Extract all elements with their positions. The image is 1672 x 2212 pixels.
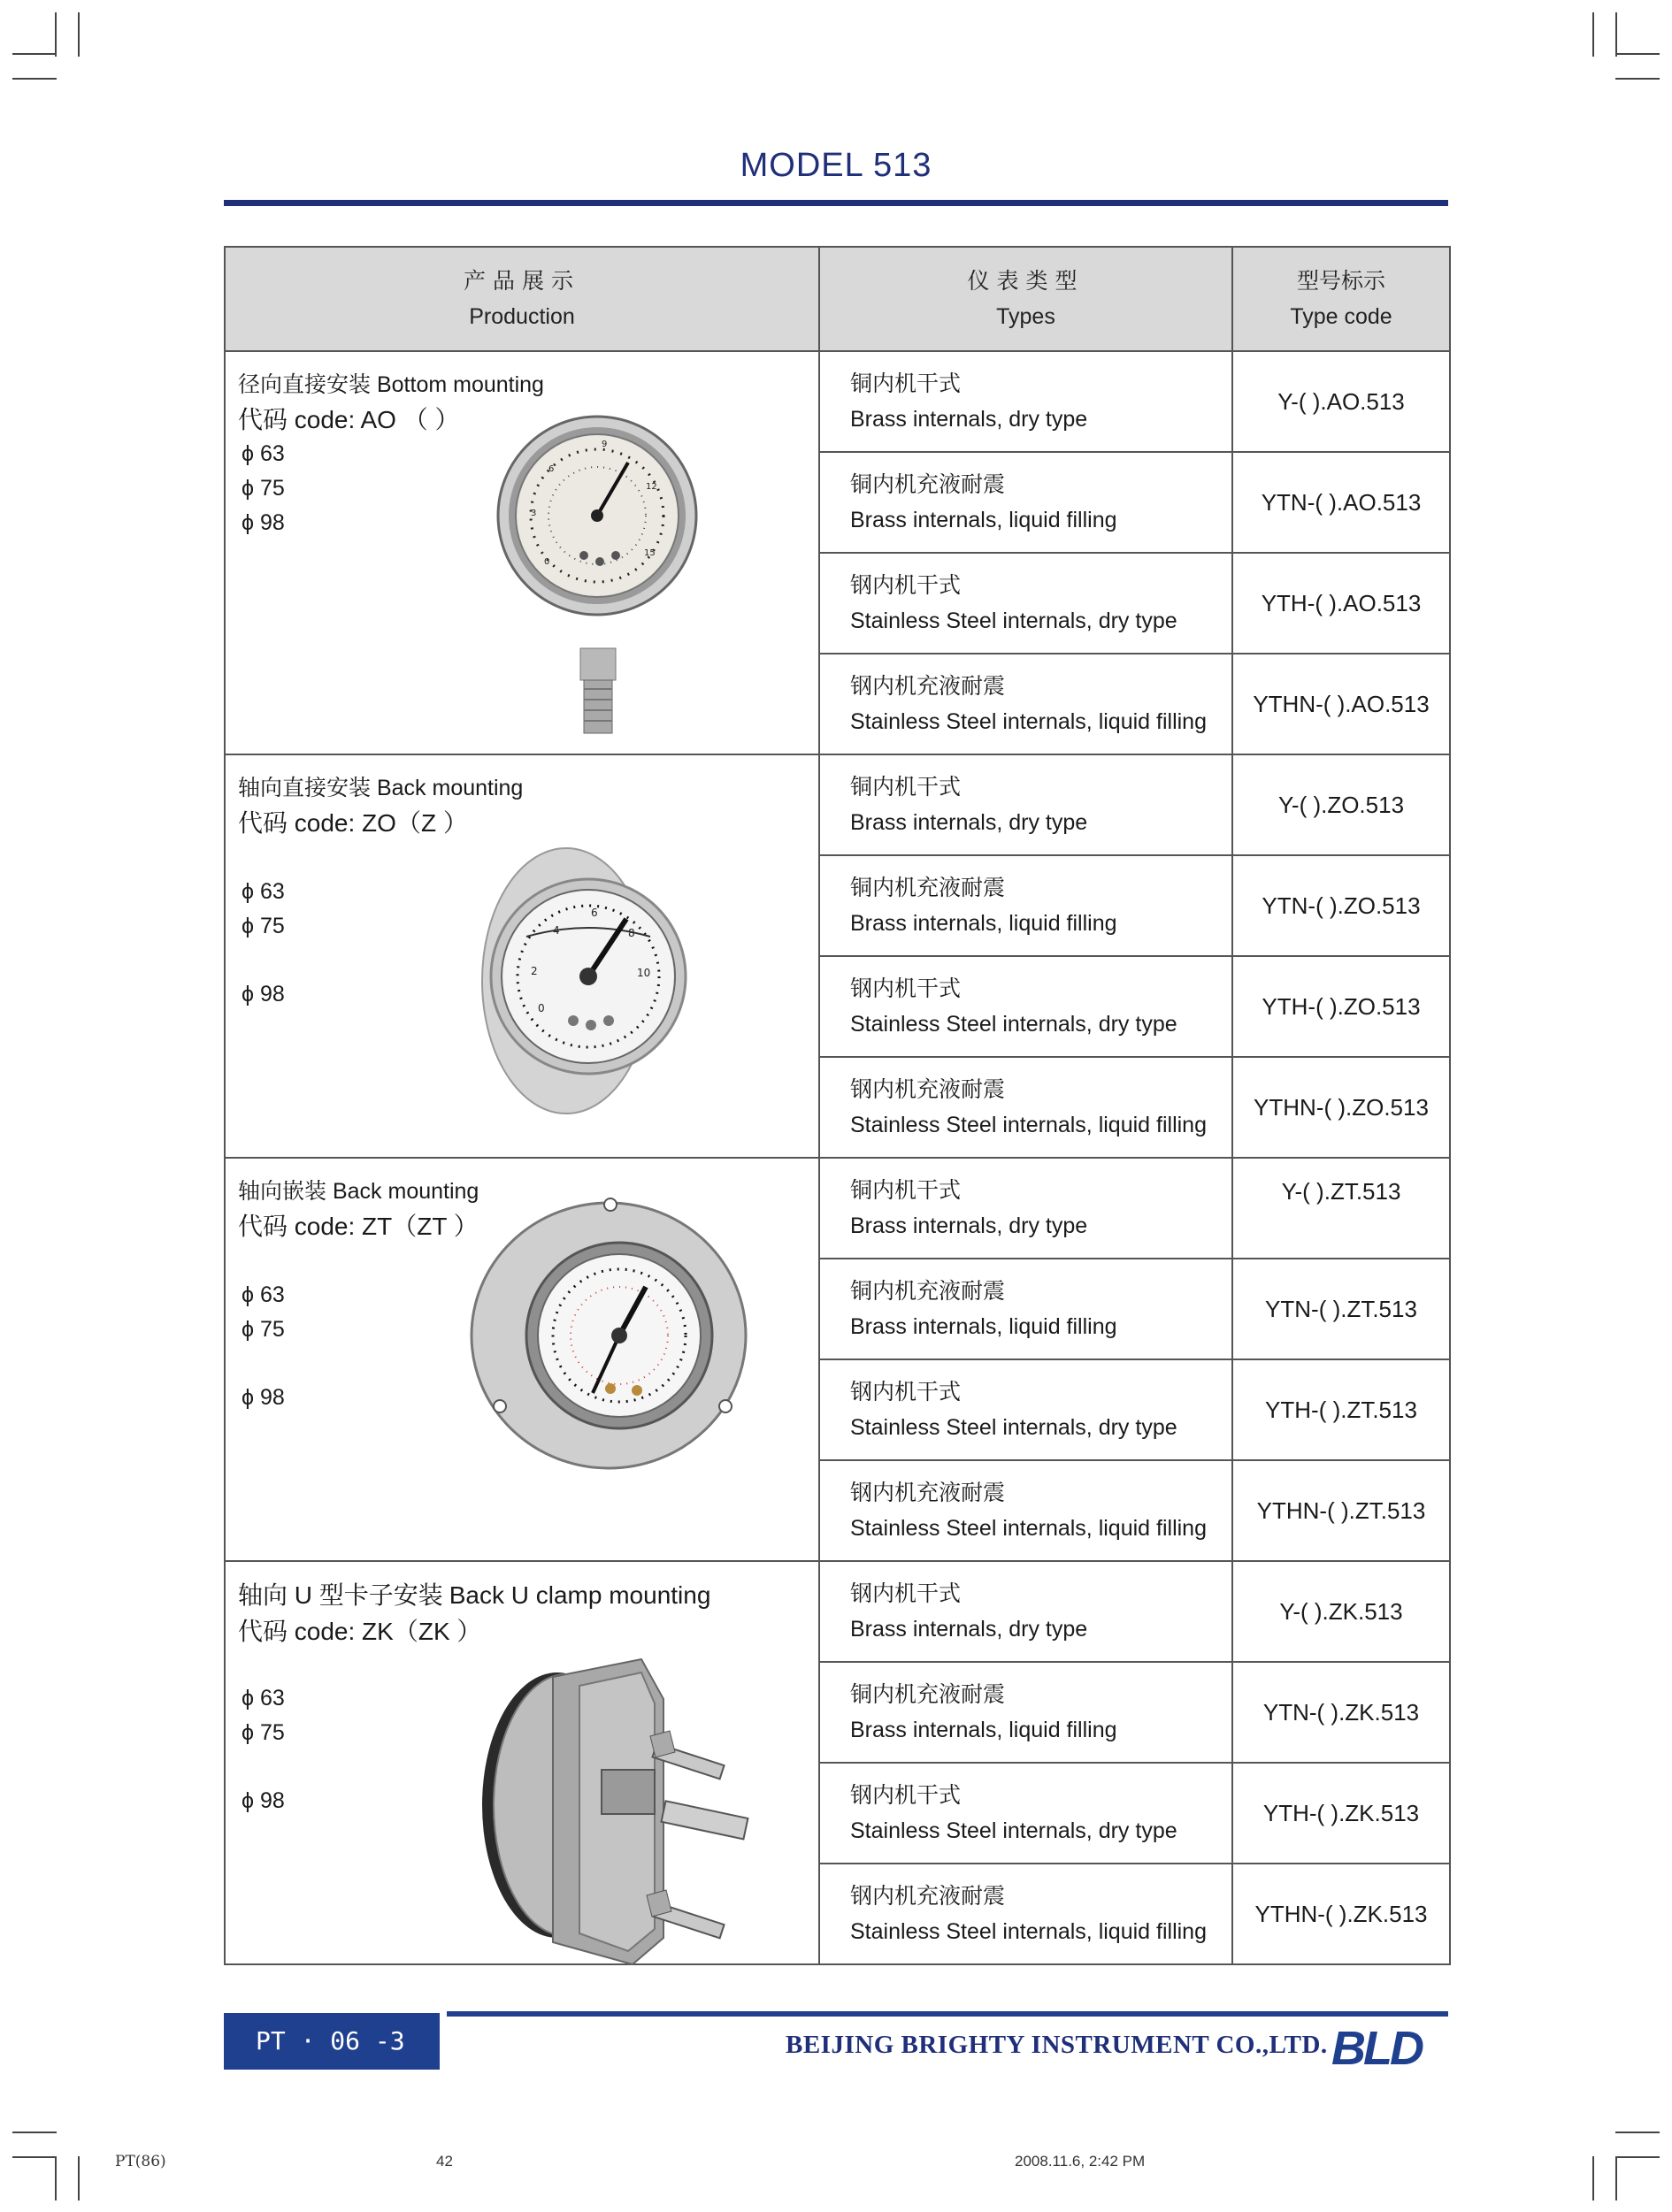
mount-zh: 轴向 U 型卡子安装 [238,1581,443,1609]
type-cell [819,855,1232,956]
header-types-en: Types [996,304,1055,329]
size-item: ϕ 98 [242,1788,285,1813]
type-en: Brass internals, dry type [850,1617,1088,1642]
flush-mount-gauge-image [469,1194,752,1477]
type-code-cell: Y-( ).ZT.513 [1232,1158,1450,1259]
crop-mark [1615,2132,1660,2133]
header-type-code [1232,247,1450,351]
svg-text:10: 10 [637,967,651,979]
type-cell [819,1662,1232,1763]
type-zh: 铜内机充液耐震 [850,1682,1006,1707]
mount-en: Bottom mounting [376,372,544,397]
mount-zh: 径向直接安装 [238,372,372,397]
type-zh: 铜内机干式 [850,775,962,800]
mount-en: Back U clamp mounting [449,1581,711,1609]
crop-mark [1592,2156,1594,2201]
size-item: ϕ 63 [242,1686,285,1711]
crop-mark [78,12,80,57]
type-cell [819,1460,1232,1561]
type-cell [819,1259,1232,1359]
crop-mark [1615,2156,1617,2201]
type-code-cell: YTHN-( ).ZT.513 [1232,1460,1450,1561]
type-cell [819,1158,1232,1259]
crop-mark [12,78,57,80]
type-zh: 铜内机充液耐震 [850,876,1006,900]
type-code-cell: YTHN-( ).AO.513 [1232,654,1450,754]
type-zh: 钢内机干式 [850,976,962,1001]
type-code-cell: YTN-( ).ZT.513 [1232,1259,1450,1359]
table-row [225,1158,1450,1259]
product-cell-back-mounting [225,754,819,1158]
type-code-cell: YTH-( ).ZO.513 [1232,956,1450,1057]
mount-label [238,1175,479,1245]
type-code-cell: YTN-( ).ZK.513 [1232,1662,1450,1763]
svg-text:6: 6 [548,464,555,474]
size-item: ϕ 63 [242,441,285,466]
type-en: Stainless Steel internals, liquid filling [850,1113,1207,1137]
type-en: Stainless Steel internals, dry type [850,608,1177,633]
code-line: 代码 code: ZK（ZK ） [238,1618,482,1645]
product-cell-bottom-mounting [225,351,819,754]
type-en: Brass internals, dry type [850,810,1088,835]
table-row [225,754,1450,855]
code-line: 代码 code: ZO（Z ） [238,809,468,837]
footer-rule [447,2011,1448,2017]
crop-mark [55,2156,57,2201]
header-production-zh: 产品展示 [463,269,580,294]
type-zh: 钢内机充液耐震 [850,674,1006,699]
type-cell [819,1864,1232,1964]
bld-logo: BLD [1331,2022,1422,2075]
crop-mark [12,2156,57,2158]
title-rule [224,200,1448,206]
page-code-badge: PT · 06 -3 [224,2013,440,2070]
type-code-cell: Y-( ).ZK.513 [1232,1561,1450,1662]
svg-text:2: 2 [531,965,538,977]
crop-mark [1615,12,1617,57]
type-en: Stainless Steel internals, liquid filling [850,709,1207,734]
type-cell [819,553,1232,654]
type-zh: 钢内机充液耐震 [850,1884,1006,1909]
type-zh: 铜内机干式 [850,1178,962,1203]
type-cell [819,1057,1232,1158]
crop-mark [1615,78,1660,80]
product-cell-u-clamp-mounting [225,1561,819,1964]
type-en: Stainless Steel internals, liquid filling [850,1516,1207,1541]
product-cell-panel-mounting [225,1158,819,1561]
type-cell [819,956,1232,1057]
size-item: ϕ 75 [242,914,285,938]
size-item: ϕ 98 [242,510,285,535]
type-cell [819,654,1232,754]
type-cell [819,1359,1232,1460]
crop-mark [12,53,57,55]
table-row [225,1561,1450,1662]
crop-mark [1615,2156,1660,2158]
svg-text:4: 4 [553,924,560,937]
header-types-zh: 仪表类型 [967,269,1085,294]
type-code-cell: YTH-( ).AO.513 [1232,553,1450,654]
file-label: PT(86) [115,2153,166,2170]
type-cell [819,754,1232,855]
type-zh: 钢内机充液耐震 [850,1077,1006,1102]
size-item: ϕ 75 [242,1317,285,1342]
type-en: Brass internals, liquid filling [850,1718,1117,1742]
code-line: 代码 code: ZT（ZT ） [238,1213,479,1240]
type-code-cell: YTHN-( ).ZK.513 [1232,1864,1450,1964]
type-code-cell: YTH-( ).ZT.513 [1232,1359,1450,1460]
back-mount-gauge-image [478,835,690,1127]
size-item: ϕ 63 [242,879,285,904]
header-code-zh: 型号标示 [1296,269,1385,294]
header-types [819,247,1232,351]
size-list [242,1681,285,1818]
page-title: MODEL 513 [740,147,932,184]
type-cell [819,1561,1232,1662]
header-production-en: Production [469,304,575,329]
svg-text:0: 0 [538,1002,545,1014]
type-cell [819,1763,1232,1864]
svg-text:15: 15 [644,548,656,558]
crop-mark [1615,53,1660,55]
type-en: Stainless Steel internals, dry type [850,1818,1177,1843]
bottom-mount-gauge-image [495,374,699,754]
type-zh: 铜内机充液耐震 [850,1279,1006,1304]
svg-text:8: 8 [628,927,635,939]
size-item: ϕ 63 [242,1282,285,1307]
svg-text:6: 6 [591,907,598,919]
type-en: Brass internals, dry type [850,407,1088,432]
type-code-cell: YTHN-( ).ZO.513 [1232,1057,1450,1158]
type-code-cell: YTH-( ).ZK.513 [1232,1763,1450,1864]
mount-zh: 轴向嵌装 [238,1179,327,1204]
type-cell [819,452,1232,553]
size-list [242,875,285,1012]
crop-mark [1592,12,1594,57]
type-code-cell: Y-( ).AO.513 [1232,351,1450,452]
type-zh: 钢内机干式 [850,1783,962,1808]
table-row [225,351,1450,452]
svg-text:9: 9 [602,440,608,449]
size-item: ϕ 98 [242,1385,285,1410]
type-en: Brass internals, liquid filling [850,911,1117,936]
type-en: Stainless Steel internals, liquid filling [850,1919,1207,1944]
type-en: Stainless Steel internals, dry type [850,1415,1177,1440]
type-zh: 钢内机充液耐震 [850,1481,1006,1505]
page-number: 42 [436,2153,453,2170]
company-name: BEIJING BRIGHTY INSTRUMENT CO.,LTD. [786,2031,1328,2059]
size-item: ϕ 98 [242,982,285,1006]
type-code-cell: YTN-( ).AO.513 [1232,452,1450,553]
header-code-en: Type code [1290,304,1392,329]
type-zh: 铜内机干式 [850,371,962,396]
size-item: ϕ 75 [242,1720,285,1745]
type-zh: 钢内机干式 [850,1581,962,1606]
type-en: Brass internals, dry type [850,1213,1088,1238]
mount-en: Back mounting [376,776,524,800]
type-zh: 钢内机干式 [850,1380,962,1405]
mount-en: Back mounting [332,1179,479,1204]
svg-text:3: 3 [531,509,537,518]
mount-zh: 轴向直接安装 [238,776,372,800]
crop-mark [12,2132,57,2133]
spec-table [224,246,1451,1965]
timestamp: 2008.11.6, 2:42 PM [1015,2153,1146,2170]
type-code-cell: YTN-( ).ZO.513 [1232,855,1450,956]
type-en: Brass internals, liquid filling [850,508,1117,532]
header-production [225,247,819,351]
size-list [242,437,285,540]
type-zh: 钢内机干式 [850,573,962,598]
type-code-cell: Y-( ).ZO.513 [1232,754,1450,855]
size-list [242,1278,285,1415]
table-header-row [225,247,1450,351]
size-item: ϕ 75 [242,476,285,501]
code-line: 代码 code: AO （ ） [238,406,460,433]
crop-mark [55,12,57,57]
crop-mark [78,2156,80,2201]
type-en: Brass internals, liquid filling [850,1314,1117,1339]
mount-label [238,771,523,842]
type-cell [819,351,1232,452]
u-clamp-gauge-image [473,1637,765,1973]
type-zh: 铜内机充液耐震 [850,472,1006,497]
svg-text:0: 0 [544,557,550,567]
type-en: Stainless Steel internals, dry type [850,1012,1177,1037]
svg-text:12: 12 [646,482,657,492]
